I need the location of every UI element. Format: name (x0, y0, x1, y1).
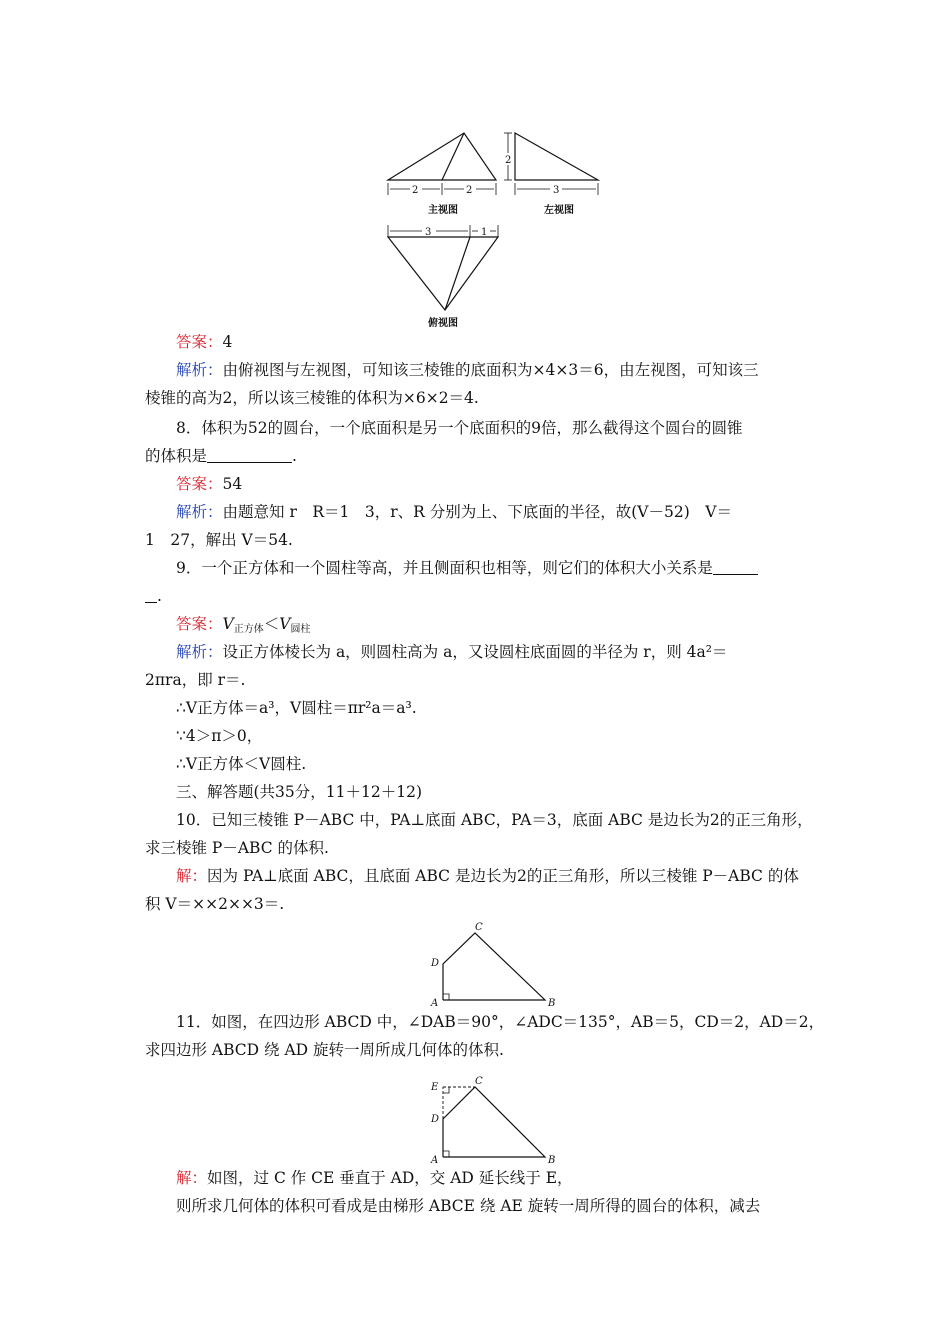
q10-solution-text-1: 因为 PA⊥底面 ABC，且底面 ABC 是边长为2的正三角形，所以三棱锥 P－ABC 的体 (207, 867, 799, 885)
side-view-label: 左视图 (544, 205, 574, 216)
q8-analysis-line-1 (176, 502, 841, 522)
q7-analysis-line-1 (176, 360, 841, 380)
q9-question-line-2 (145, 586, 810, 606)
q8-analysis-line-2: 1 27，解出 V＝54. (145, 531, 293, 549)
q10-question-line-1: 10．已知三棱锥 P－ABC 中，PA⊥底面 ABC，PA＝3，底面 ABC 是边长为2的正三角形， (176, 811, 813, 829)
q9-analysis-line-2: 2πra，即 r＝. (145, 671, 246, 689)
side-view-shape (515, 133, 598, 180)
answer-label: 答案： (176, 475, 223, 493)
q9-period: . (157, 587, 162, 605)
solution-label: 解： (176, 867, 208, 885)
point-label-a: A (431, 1155, 439, 1166)
point-label-b: B (548, 1155, 556, 1166)
three-view-figure (380, 125, 610, 335)
q8-question-text: 的体积是 (145, 447, 208, 465)
q9-answer-sub2: 圆柱 (290, 624, 311, 635)
top-dim-left: 3 (425, 227, 432, 238)
analysis-label: 解析： (176, 361, 223, 379)
answer-label: 答案： (176, 615, 223, 633)
q11-solution-line-1 (176, 1168, 841, 1188)
point-label-e: E (431, 1082, 439, 1093)
analysis-label: 解析： (176, 503, 223, 521)
point-label-d: D (431, 1114, 440, 1125)
quadrilateral-figure (425, 920, 565, 1010)
side-dim-height: 2 (505, 155, 512, 166)
front-view-shape (388, 133, 496, 180)
q9-analysis-text-1: 设正方体棱长为 a，则圆柱高为 a，又设圆柱底面圆的半径为 r，则 4a²＝ (222, 643, 728, 661)
q10-solution-line-1 (176, 866, 841, 886)
q7-analysis-line-2: 棱锥的高为2，所以该三棱锥的体积为×6×2＝4. (145, 389, 479, 407)
q9-analysis-line-3: ∴V正方体＝a³，V圆柱＝πr²a＝a³. (176, 699, 417, 717)
q10-question-line-2: 求三棱锥 P－ABC 的体积. (145, 839, 329, 857)
front-dim-left: 2 (412, 185, 419, 196)
q10-solution-line-2: 积 V＝××2××3＝. (145, 895, 285, 913)
q9-analysis-line-5: ∴V正方体＜V圆柱. (176, 755, 307, 773)
front-dim-right: 2 (466, 185, 473, 196)
point-label-a: A (431, 998, 439, 1009)
top-view-label: 俯视图 (428, 318, 458, 329)
q8-question-line-2 (145, 446, 810, 466)
point-label-d: D (431, 958, 440, 969)
q11-solution-text-1: 如图，过 C 作 CE 垂直于 AD，交 AD 延长线于 E， (207, 1169, 573, 1187)
q8-answer: 54 (222, 475, 243, 493)
answer-label: 答案： (176, 333, 223, 351)
q9-answer-op: ＜ (263, 615, 280, 633)
point-label-b: B (548, 998, 556, 1009)
q9-answer-v2: V (279, 615, 291, 633)
front-view-label: 主视图 (428, 205, 458, 216)
solution-label: 解： (176, 1169, 208, 1187)
q8-analysis-text-1: 由题意知 r R＝1 3，r、R 分别为上、下底面的半径，故(V－52) V＝ (222, 503, 732, 521)
q9-blank-2 (145, 588, 157, 603)
top-dim-right: 1 (481, 227, 488, 238)
q11-solution-line-2: 则所求几何体的体积可看成是由梯形 ABCE 绕 AE 旋转一周所得的圆台的体积，减去 (176, 1197, 761, 1215)
q9-answer-sub1: 正方体 (233, 624, 264, 635)
q11-question-line-2: 求四边形 ABCD 绕 AD 旋转一周所成几何体的体积. (145, 1041, 504, 1059)
q9-analysis-line-1 (176, 642, 841, 662)
q11-question-line-1: 11．如图，在四边形 ABCD 中，∠DAB＝90°，∠ADC＝135°，AB＝5，CD＝2，AD＝2， (176, 1013, 825, 1031)
q9-question-line-1 (176, 558, 841, 578)
q9-analysis-line-4: ∵4＞π＞0， (176, 727, 263, 745)
q8-answer-line (176, 474, 841, 494)
q7-answer: 4 (222, 333, 233, 351)
q9-answer-line (176, 614, 841, 640)
point-label-c: C (475, 922, 483, 933)
q9-answer-v1: V (222, 615, 234, 633)
q7-analysis-text-1: 由俯视图与左视图，可知该三棱锥的底面积为×4×3＝6，由左视图，可知该三 (222, 361, 759, 379)
point-label-c: C (475, 1076, 483, 1087)
q8-period: . (292, 447, 297, 465)
analysis-label: 解析： (176, 643, 223, 661)
q9-blank-1 (713, 560, 758, 575)
q9-question-text: 9．一个正方体和一个圆柱等高，并且侧面积也相等，则它们的体积大小关系是 (176, 559, 713, 577)
q8-blank (207, 448, 292, 463)
q8-question-line-1: 8．体积为52的圆台，一个底面积是另一个底面积的9倍，那么截得这个圆台的圆锥 (176, 419, 743, 437)
section-heading: 三、解答题(共35分，11＋12＋12) (176, 783, 422, 801)
q7-answer-line (176, 332, 841, 352)
top-view-shape (388, 237, 498, 310)
quadrilateral-extended-figure (425, 1072, 565, 1167)
side-dim-width: 3 (553, 185, 560, 196)
